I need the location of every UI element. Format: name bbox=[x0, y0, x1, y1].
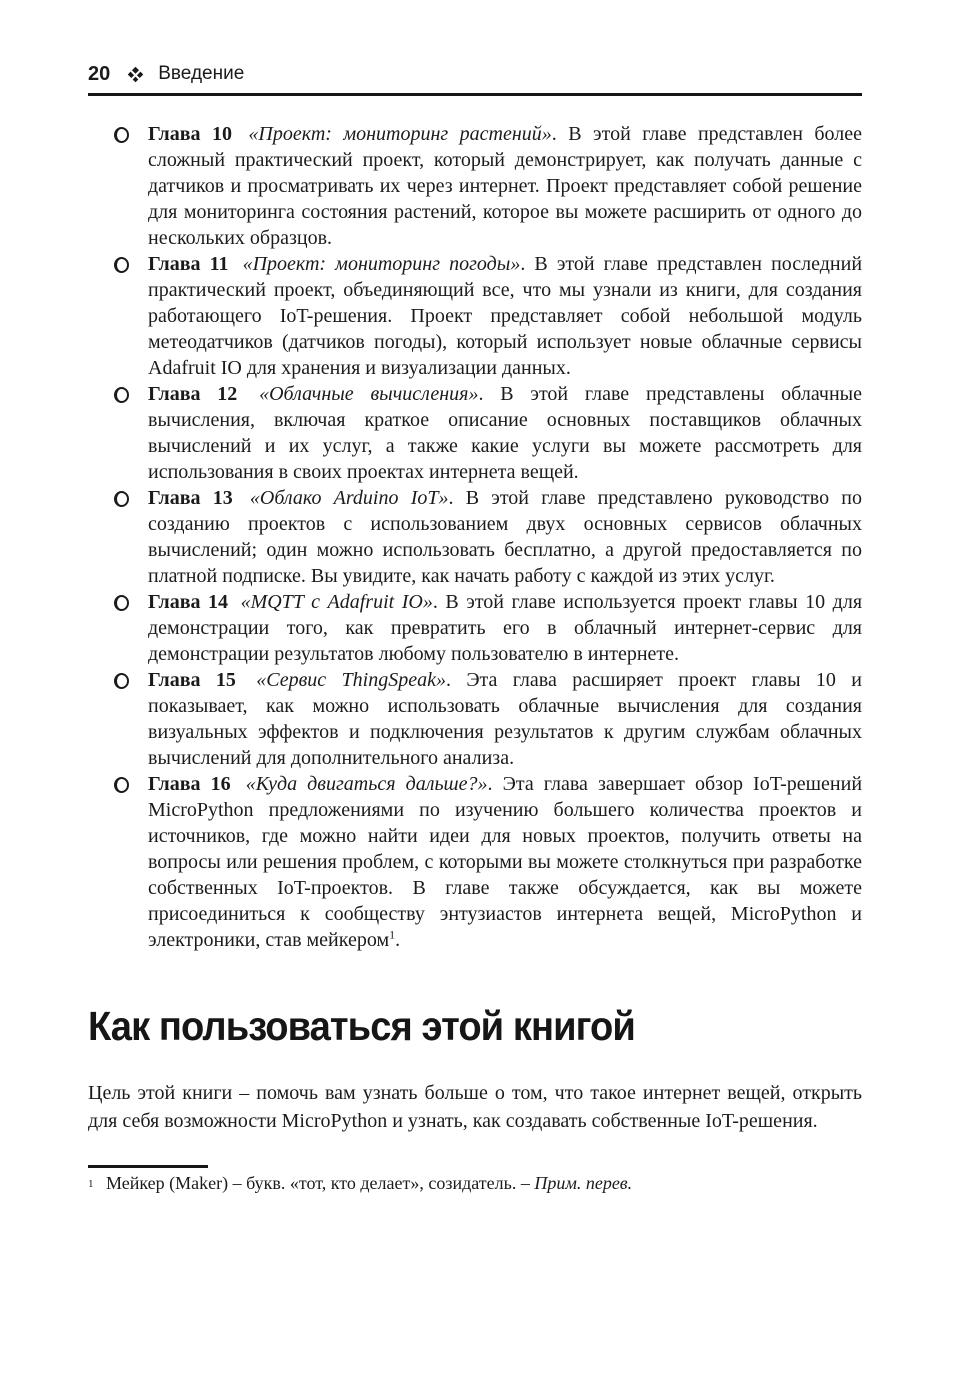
chapter-title: «MQTT с Adafruit IO» bbox=[240, 591, 433, 613]
chapter-description: . В этой главе представлен последний практический проект, объединяющий все, что мы узнали из книги, для создания работающего IoT-решения. Проект представляет собой небольшой модуль метеодатчиков (датчиков погоды), который использует новые облачные сервисы Adafruit IO для хранения и визуализации данных. bbox=[148, 253, 863, 379]
footnote-marker: 1 bbox=[88, 1178, 94, 1190]
circle-bullet-icon bbox=[114, 127, 129, 143]
chapter-description: . В этой главе представлено руководство по созданию проектов с использованием двух основных сервисов облачных вычислений; один можно использовать бесплатно, а другой предоставляется по платной подписке. Вы увидите, как начать работу с каждой из этих услуг. bbox=[148, 487, 862, 587]
chapter-title: «Облако Arduino IoT» bbox=[249, 487, 449, 509]
chapter-list-item bbox=[88, 251, 862, 381]
chapter-list-item bbox=[88, 667, 862, 771]
footnote-translator-note: Прим. перев. bbox=[534, 1173, 633, 1193]
four-diamond-ornament-icon bbox=[128, 66, 144, 82]
chapter-label: Глава 11 bbox=[148, 253, 229, 275]
chapter-label: Глава 16 bbox=[148, 773, 231, 795]
chapter-list bbox=[88, 121, 862, 953]
chapter-list-item bbox=[88, 771, 862, 953]
running-section-title: Введение bbox=[158, 63, 245, 84]
chapter-description: . Эта глава завершает обзор IoT-решений MicroPython предложениями по изучению большего количества проектов и источников, где можно найти идеи для новых проектов, получить ответы на вопросы или решения проблем, с которыми вы можете столкнуться при разработке собственных IoT-проектов. В главе также обсуждается, как вы можете присоединиться к сообществу энтузиастов интернета вещей, MicroPython и электроники, став мейкером bbox=[148, 773, 863, 951]
footnote-text: Мейкер (Maker) – букв. «тот, кто делает», созидатель. – bbox=[106, 1173, 535, 1193]
chapter-list-item bbox=[88, 381, 862, 485]
section-heading: Как пользоваться этой книгой bbox=[88, 1003, 635, 1049]
chapter-list-item bbox=[88, 485, 862, 589]
chapter-list-item bbox=[88, 589, 862, 667]
circle-bullet-icon bbox=[114, 387, 129, 403]
intro-paragraph: Цель этой книги – помочь вам узнать больше о том, что такое интернет вещей, открыть для себя возможности MicroPython и узнать, как создавать собственные IoT-решения. bbox=[88, 1082, 862, 1132]
chapter-list-item bbox=[88, 121, 862, 251]
chapter-label: Глава 13 bbox=[148, 487, 233, 509]
chapter-label: Глава 15 bbox=[148, 669, 236, 691]
chapter-description: . В этой главе представлен более сложный практический проект, который демонстрирует, как получать данные с датчиков и просматривать их через интернет. Проект представляет собой решение для мониторинга состояния растений, которое вы можете расширить от одного до нескольких образцов. bbox=[148, 123, 863, 249]
circle-bullet-icon bbox=[114, 257, 129, 273]
circle-bullet-icon bbox=[114, 595, 129, 611]
chapter-description: . В этой главе представлены облачные вычисления, включая краткое описание основных поставщиков облачных вычислений и их услуг, а также какие услуги вы можете рассмотреть для использования в своих проектах интернета вещей. bbox=[148, 383, 862, 483]
chapter-title: «Сервис ThingSpeak» bbox=[256, 669, 446, 691]
footnote-reference: 1 bbox=[389, 927, 396, 942]
page-number: 20 bbox=[88, 63, 111, 85]
circle-bullet-icon bbox=[114, 491, 129, 507]
header-rule bbox=[88, 93, 862, 96]
footnote bbox=[88, 1165, 862, 1195]
running-header bbox=[88, 62, 862, 86]
chapter-description: . В этой главе используется проект главы 10 для демонстрации того, как превратить его в облачный интернет-сервис для демонстрации результатов любому пользователю в интернете. bbox=[148, 591, 863, 665]
chapter-label: Глава 14 bbox=[148, 591, 229, 613]
chapter-title: «Проект: мониторинг растений» bbox=[248, 123, 552, 145]
footnote-body bbox=[88, 1172, 862, 1195]
chapter-description: . Эта глава расширяет проект главы 10 и показывает, как можно использовать облачные вычисления для создания визуальных эффектов и подключения результатов к другим службам облачных вычислений для дополнительного анализа. bbox=[148, 669, 862, 769]
chapter-label: Глава 10 bbox=[148, 123, 232, 145]
chapter-title: «Облачные вычисления» bbox=[259, 383, 479, 405]
circle-bullet-icon bbox=[114, 673, 129, 689]
chapter-label: Глава 12 bbox=[148, 383, 238, 405]
chapter-title: «Проект: мониторинг погоды» bbox=[242, 253, 521, 275]
footnote-rule bbox=[88, 1165, 208, 1168]
chapter-description-suffix: . bbox=[395, 929, 401, 951]
circle-bullet-icon bbox=[114, 777, 129, 793]
chapter-title: «Куда двигаться дальше?» bbox=[245, 773, 488, 795]
